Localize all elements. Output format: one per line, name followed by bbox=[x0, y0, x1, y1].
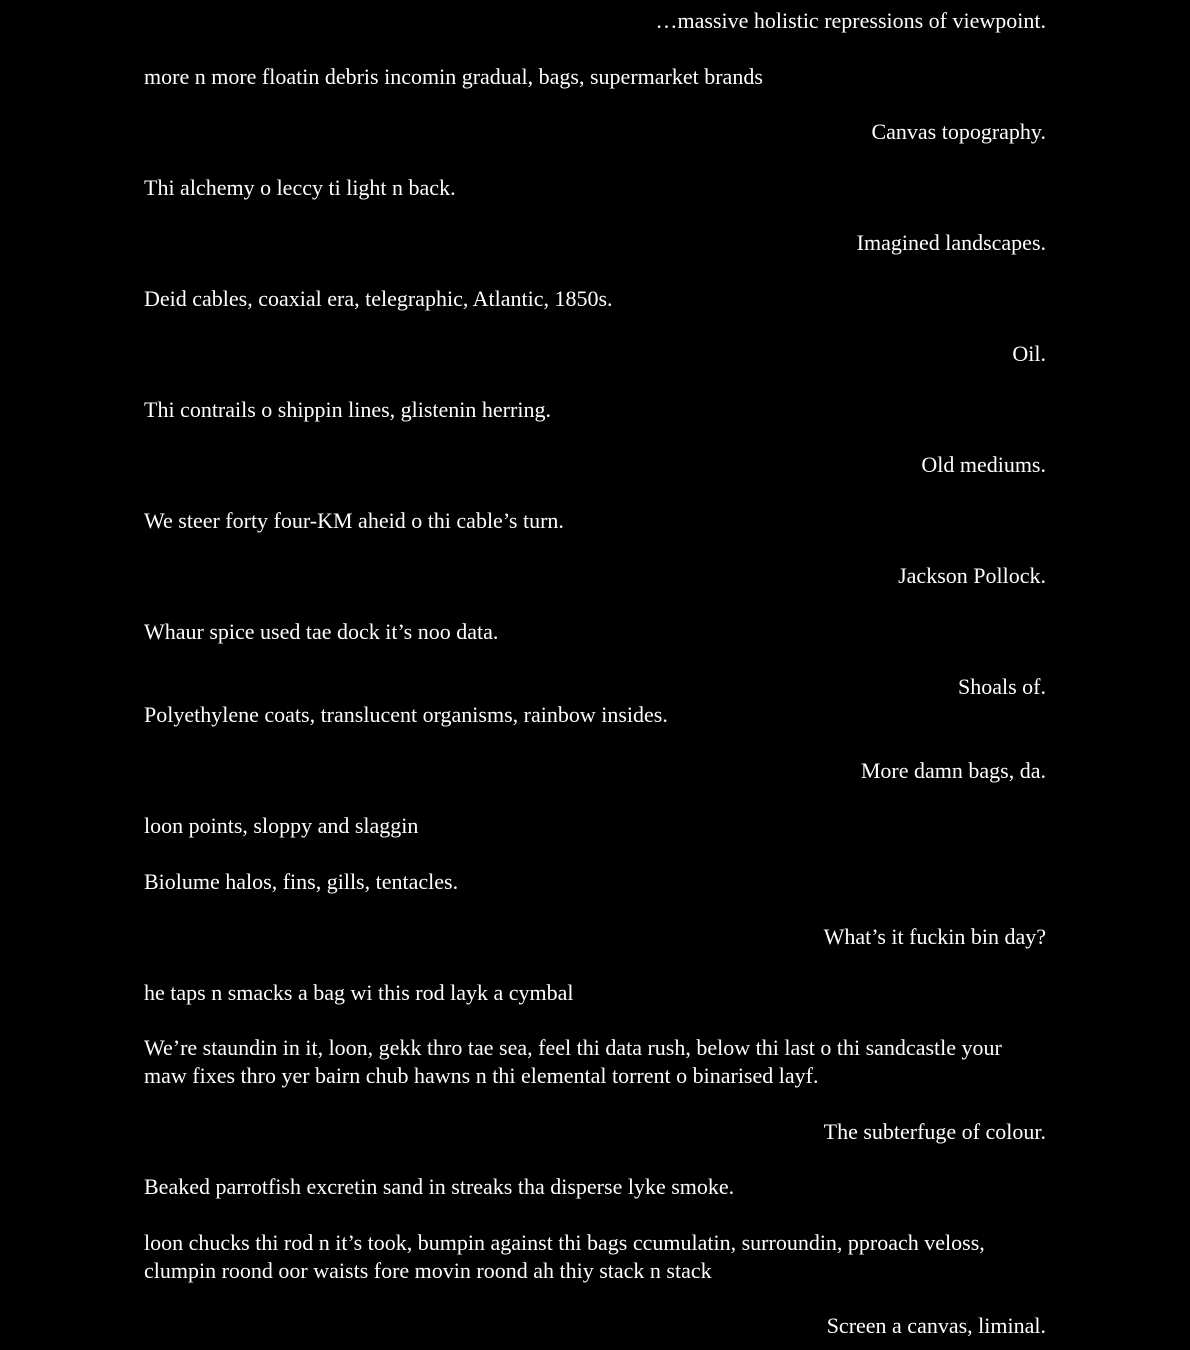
poem-line: Shoals of. bbox=[958, 674, 1046, 699]
poem-line: Biolume halos, fins, gills, tentacles. bbox=[144, 868, 459, 894]
poem-line: We steer forty four-KM aheid o thi cable’s turn. bbox=[144, 507, 564, 533]
poem-line: more n more floatin debris incomin gradual, bags, supermarket brands bbox=[144, 63, 763, 89]
poem-line: We’re staundin in it, loon, gekk thro tae sea, feel thi data rush, below thi last o thi sandcastle your maw fixes thro yer bairn chub hawns n thi elemental torrent o binarised layf. bbox=[144, 1035, 1002, 1088]
poem-line: he taps n smacks a bag wi this rod layk a cymbal bbox=[144, 979, 574, 1005]
poem-line: Imagined landscapes. bbox=[856, 230, 1046, 255]
poem-line: …massive holistic repressions of viewpoint. bbox=[655, 8, 1046, 33]
poem-line: Thi alchemy o leccy ti light n back. bbox=[144, 174, 456, 200]
poem-line: Old mediums. bbox=[921, 452, 1046, 477]
poem-line: Polyethylene coats, translucent organisms, rainbow insides. bbox=[144, 702, 668, 727]
poem-line: loon points, sloppy and slaggin bbox=[144, 813, 419, 838]
poem-line: More damn bags, da. bbox=[860, 757, 1046, 783]
poem-line: Oil. bbox=[1012, 341, 1046, 366]
poem-line: The subterfuge of colour. bbox=[823, 1118, 1046, 1144]
poem-line: Whaur spice used tae dock it’s noo data. bbox=[144, 618, 499, 644]
poem-line: Screen a canvas, liminal. bbox=[826, 1313, 1046, 1338]
poem-body bbox=[144, 7, 1046, 1340]
poem-line: Thi contrails o shippin lines, glistenin herring. bbox=[144, 396, 551, 422]
poem-line: What’s it fuckin bin day? bbox=[823, 924, 1046, 949]
poem-line: Deid cables, coaxial era, telegraphic, Atlantic, 1850s. bbox=[144, 285, 613, 311]
poem-line: loon chucks thi rod n it’s took, bumpin against thi bags ccumulatin, surroundin, pproach veloss, clumpin roond oor waists fore movin roond ah thiy stack n stack bbox=[144, 1229, 985, 1283]
poem-line: Jackson Pollock. bbox=[898, 563, 1046, 588]
poem-line: Beaked parrotfish excretin sand in streaks tha disperse lyke smoke. bbox=[144, 1174, 735, 1199]
poem-line: Canvas topography. bbox=[871, 119, 1046, 144]
